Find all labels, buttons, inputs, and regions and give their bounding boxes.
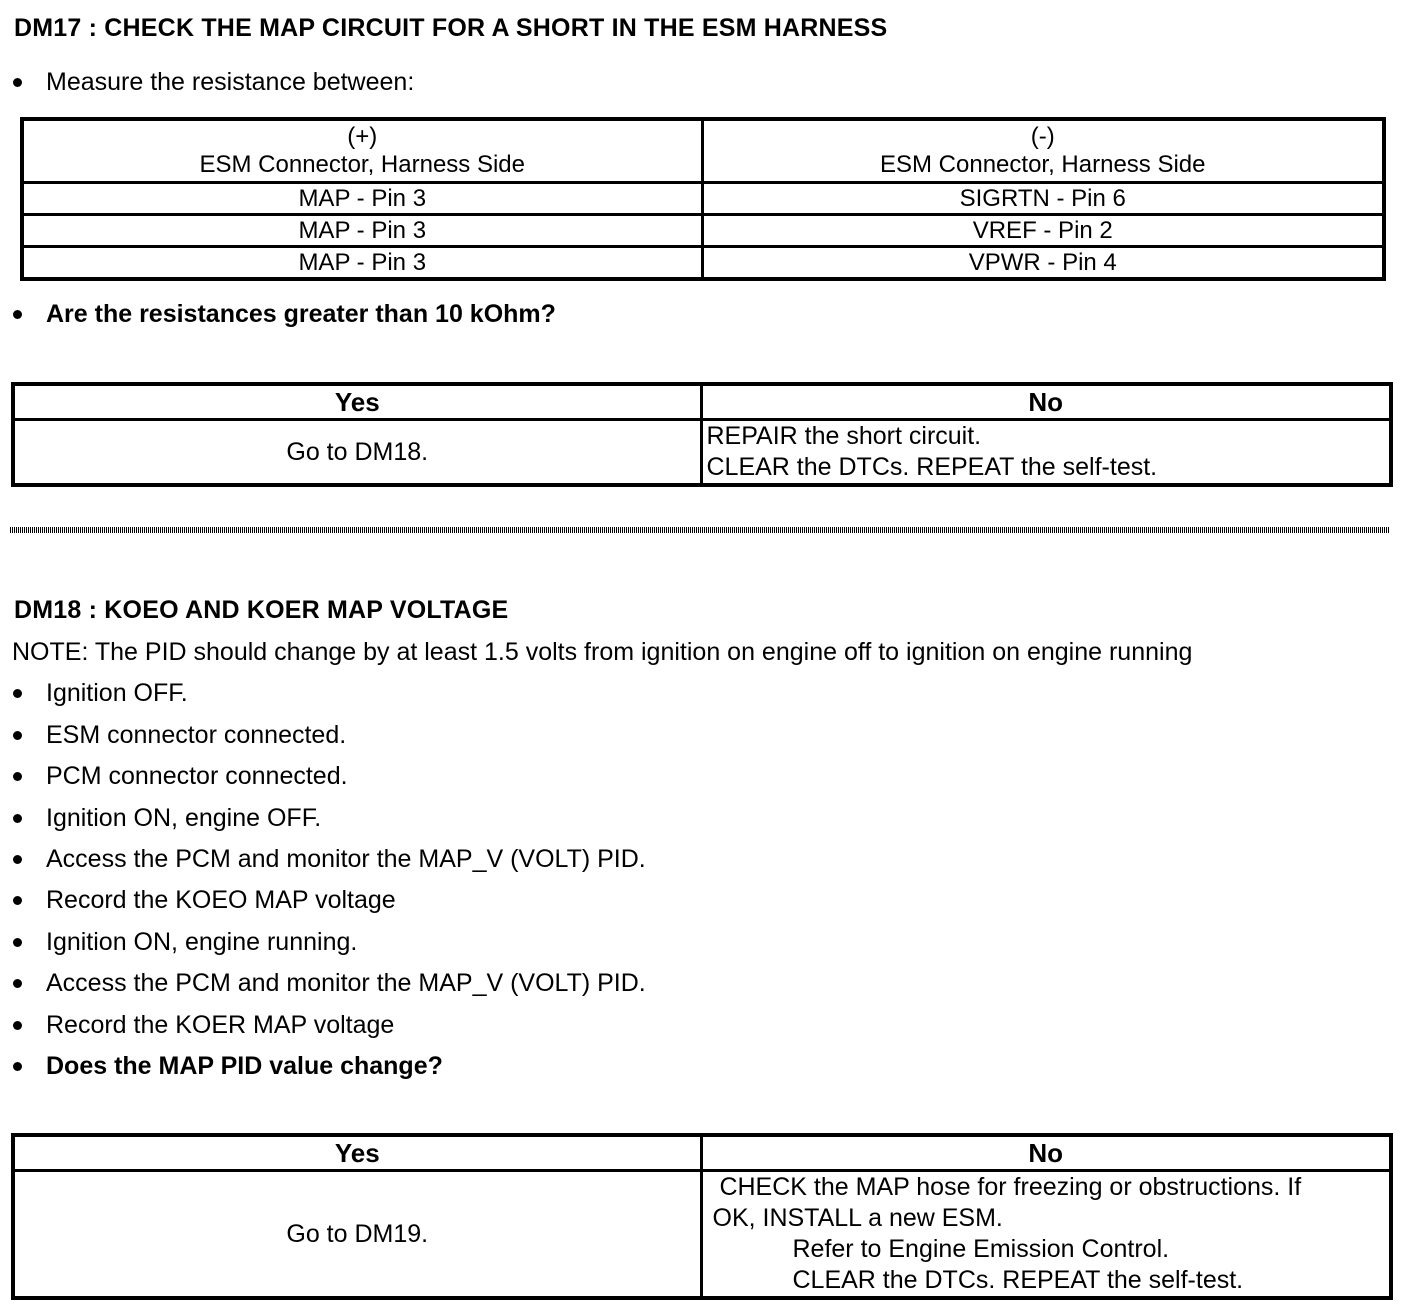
no-action-line: CHECK the MAP hose for freezing or obstructions. If [712,1173,1302,1201]
negative-column-header [702,119,1384,183]
list-item [10,804,321,833]
dm18-result-table [11,1133,1393,1300]
yes-action: Go to DM18. [13,420,701,486]
list-item [10,721,346,750]
no-action-line: CLEAR the DTCs. REPEAT the self-test. [706,453,1158,481]
table-cell: VPWR - Pin 4 [702,247,1384,280]
list-item [10,845,646,874]
list-item [10,679,188,708]
no-action-line: CLEAR the DTCs. REPEAT the self-test. [792,1266,1244,1294]
no-action [701,420,1391,486]
dm18-note: NOTE: The PID should change by at least 1.5 volts from ignition on engine off to ignition on engine running [12,638,1193,666]
measurement-table [20,117,1386,281]
table-cell: MAP - Pin 3 [22,247,702,280]
bullet-icon [13,78,22,87]
table-row [22,215,1384,247]
table-cell: MAP - Pin 3 [22,215,702,247]
yes-header: Yes [13,384,701,420]
negative-connector-label: ESM Connector, Harness Side [880,151,1206,178]
list-item [10,928,357,957]
bullet-icon [13,1021,22,1030]
bullet-icon [13,689,22,698]
table-row [22,247,1384,280]
no-action-line: Refer to Engine Emission Control. [792,1235,1170,1263]
bullet-icon [13,938,22,947]
bullet-icon [13,1062,22,1071]
yes-header: Yes [13,1135,701,1171]
bullet-icon [13,855,22,864]
section-divider [10,527,1390,533]
dm18-title: DM18 : KOEO AND KOER MAP VOLTAGE [14,596,509,624]
no-header: No [701,384,1391,420]
step-text: Ignition OFF. [46,679,188,707]
step-text: Record the KOEO MAP voltage [46,886,396,914]
question-text: Does the MAP PID value change? [46,1052,443,1080]
bullet-icon [13,731,22,740]
dm17-result-table [11,382,1393,487]
table-row [13,1171,1391,1299]
positive-column-header [22,119,702,183]
bullet-icon [13,814,22,823]
dm17-title: DM17 : CHECK THE MAP CIRCUIT FOR A SHORT IN THE ESM HARNESS [14,14,888,42]
dm18-question [10,1052,443,1081]
bullet-icon [13,896,22,905]
table-row [22,183,1384,215]
measurement-table-header [22,119,1384,183]
dm17-measure-intro [10,68,414,97]
step-text: PCM connector connected. [46,762,348,790]
step-text: Access the PCM and monitor the MAP_V (VOLT) PID. [46,845,646,873]
bullet-icon [13,979,22,988]
negative-sign: (-) [1030,123,1055,150]
no-action-line: OK, INSTALL a new ESM. [712,1204,1003,1232]
question-text: Are the resistances greater than 10 kOhm? [46,300,556,328]
bullet-icon [13,772,22,781]
yes-action: Go to DM19. [13,1171,701,1299]
step-text: Ignition ON, engine running. [46,928,358,956]
result-table-header [13,1135,1391,1171]
table-cell: SIGRTN - Pin 6 [702,183,1384,215]
list-item [10,1011,394,1040]
dm17-question [10,300,556,329]
list-item [10,762,348,791]
table-cell: MAP - Pin 3 [22,183,702,215]
positive-connector-label: ESM Connector, Harness Side [199,151,525,178]
positive-sign: (+) [347,123,378,150]
list-item [10,886,396,915]
no-action [701,1171,1391,1299]
step-text: Access the PCM and monitor the MAP_V (VOLT) PID. [46,969,646,997]
list-item [10,969,646,998]
table-cell: VREF - Pin 2 [702,215,1384,247]
table-row [13,420,1391,486]
result-table-header [13,384,1391,420]
measure-intro-text: Measure the resistance between: [46,68,415,96]
step-text: ESM connector connected. [46,721,347,749]
no-header: No [701,1135,1391,1171]
step-text: Record the KOER MAP voltage [46,1011,395,1039]
bullet-icon [13,310,22,319]
no-action-line: REPAIR the short circuit. [706,422,982,450]
step-text: Ignition ON, engine OFF. [46,804,322,832]
